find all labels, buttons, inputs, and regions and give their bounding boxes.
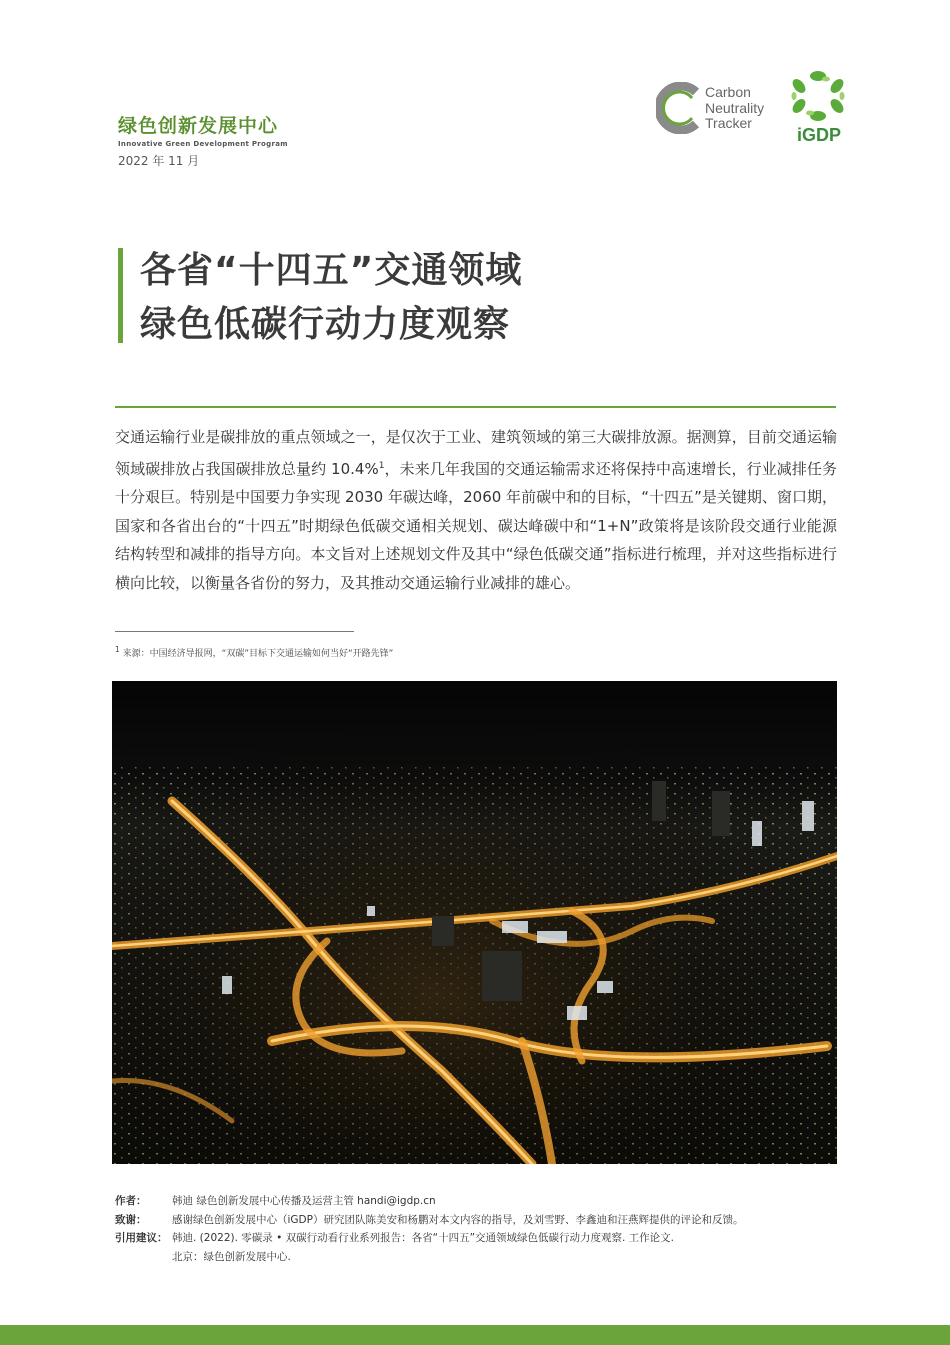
credits-block bbox=[115, 1192, 872, 1266]
org-name-en: Innovative Green Development Program bbox=[118, 140, 288, 148]
title-line-1: 各省“十四五”交通领域 bbox=[140, 250, 523, 291]
footer-bar bbox=[0, 1325, 950, 1345]
credit-thanks-row bbox=[115, 1211, 872, 1230]
footnote-ref[interactable]: 1 bbox=[378, 460, 385, 471]
org-name-cn: 绿色创新发展中心 bbox=[118, 115, 279, 137]
footnote-number: 1 bbox=[115, 645, 120, 654]
cnt-logo-icon bbox=[656, 82, 704, 134]
credit-cite-row bbox=[115, 1229, 872, 1266]
igdp-logo-text: iGDP bbox=[797, 125, 842, 145]
intro-paragraph bbox=[115, 423, 837, 597]
publication-date: 2022 年 11 月 bbox=[118, 154, 200, 168]
thanks-text: 感谢绿色创新发展中心（iGDP）研究团队陈美安和杨鹏对本文内容的指导，及刘雪野、李鑫迪和汪燕辉提供的评论和反馈。 bbox=[172, 1213, 744, 1226]
cnt-line-3: Tracker bbox=[705, 115, 752, 131]
org-block bbox=[118, 114, 288, 169]
footnote bbox=[115, 645, 393, 659]
title-line-2: 绿色低碳行动力度观察 bbox=[140, 304, 511, 345]
igdp-logo bbox=[788, 68, 848, 148]
thanks-label: 致谢： bbox=[115, 1213, 147, 1226]
author-label: 作者： bbox=[115, 1195, 147, 1207]
document-title bbox=[140, 244, 522, 352]
intro-text-2: ，未来几年我国的交通运输需求还将保持中高速增长，行业减排任务十分艰巨。特别是中国要力争实现 2030 年碳达峰，2060 年前碳中和的目标，“十四五”是关键期、窗口期，国家和各省出台的“十四五”时期绿色低碳交通相关规划、碳达峰碳中和“1+N”政策将是该阶段交通行业能源结构转型和减排的指导方向。本文旨对上述规划文件及其中“绿色低碳交通”指标进行梳理，并对这些指标进行横向比较，以衡量各省份的努力，及其推动交通运输行业减排的雄心。 bbox=[115, 459, 837, 592]
intro-text-1: 交通运输行业是碳排放的重点领域之一，是仅次于工业、建筑领域的第三大碳排放源。据测算，目前交通运输领域碳排放占我国碳排放总量约 10.4% bbox=[115, 428, 837, 478]
cite-text-line-2: 北京：绿色创新发展中心. bbox=[172, 1250, 291, 1263]
credit-author-row bbox=[115, 1192, 872, 1211]
cite-label: 引用建议： bbox=[115, 1232, 168, 1244]
cite-text-line-1: 韩迪. (2022). 零碳录 • 双碳行动看行业系列报告：各省“十四五”交通领域绿色低碳行动力度观察. 工作论文. bbox=[172, 1232, 675, 1244]
igdp-leaf-ring-icon bbox=[788, 68, 848, 124]
footnote-divider bbox=[115, 631, 354, 632]
footnote-text: 来源：中国经济导报网，“双碳”目标下交通运输如何当好“开路先锋” bbox=[122, 649, 394, 659]
cnt-logo-text bbox=[705, 85, 764, 132]
carbon-neutrality-tracker-logo bbox=[656, 82, 765, 134]
author-text: 韩迪 绿色创新发展中心传播及运营主管 handi@igdp.cn bbox=[172, 1195, 436, 1207]
cnt-line-2: Neutrality bbox=[705, 99, 765, 116]
city-night-photo bbox=[112, 681, 837, 1164]
title-accent-bar bbox=[118, 248, 123, 343]
section-divider bbox=[115, 406, 836, 408]
cite-text bbox=[172, 1229, 872, 1266]
cnt-line-1: Carbon bbox=[705, 84, 751, 100]
